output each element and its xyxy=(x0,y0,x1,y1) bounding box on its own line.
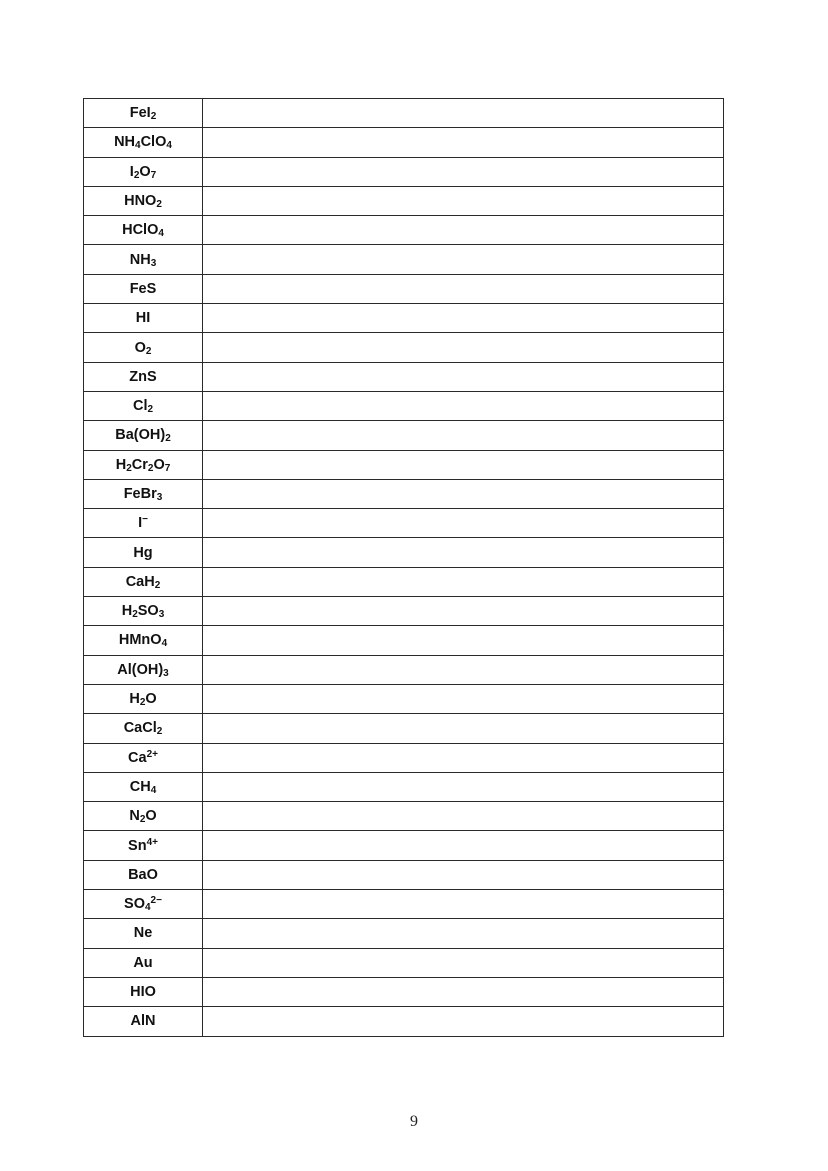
table-row xyxy=(84,245,724,274)
formula-cell xyxy=(84,684,203,713)
formula-cell xyxy=(84,157,203,186)
table-row xyxy=(84,772,724,801)
subscript: 2 xyxy=(139,697,146,709)
formula-cell xyxy=(84,567,203,596)
formula-cell xyxy=(84,714,203,743)
formula-cell xyxy=(84,421,203,450)
formula-text: FeBr xyxy=(123,486,157,502)
subscript: 3 xyxy=(150,257,157,269)
subscript: 3 xyxy=(158,609,165,621)
answer-cell[interactable] xyxy=(203,304,724,333)
formula-text: HI xyxy=(135,310,151,327)
formula-text: HIO xyxy=(130,984,156,1001)
table-row xyxy=(84,977,724,1006)
formula-text: Cl xyxy=(132,398,148,415)
formula-text: Au xyxy=(133,954,153,971)
table-row xyxy=(84,479,724,508)
formula-text: H xyxy=(129,691,140,708)
subscript: 3 xyxy=(156,492,163,503)
formula-text: HNO xyxy=(124,193,157,210)
formula-text: NH xyxy=(129,251,151,268)
answer-cell[interactable] xyxy=(203,245,724,274)
formula-text: BaO xyxy=(128,866,158,883)
formula-cell xyxy=(84,391,203,420)
formula-text: O xyxy=(153,456,165,473)
formula-cell xyxy=(84,128,203,157)
table-row xyxy=(84,421,724,450)
answer-cell[interactable] xyxy=(203,626,724,655)
formula-text: Ca xyxy=(128,749,147,766)
formula-cell xyxy=(84,626,203,655)
formula-text: I xyxy=(146,105,151,122)
answer-cell[interactable] xyxy=(203,509,724,538)
answer-cell[interactable] xyxy=(203,391,724,420)
table-row xyxy=(84,1007,724,1036)
subscript: 2 xyxy=(132,609,138,621)
table-row xyxy=(84,186,724,215)
table-row xyxy=(84,333,724,362)
formula-cell xyxy=(84,1007,203,1036)
subscript: 2 xyxy=(156,199,162,211)
formula-text: FeS xyxy=(129,280,157,297)
formula-cell xyxy=(84,509,203,538)
subscript: 4 xyxy=(144,902,151,914)
formula-text: O xyxy=(134,339,146,356)
table-row xyxy=(84,743,724,772)
answer-cell[interactable] xyxy=(203,597,724,626)
formula-text: Sn xyxy=(128,837,147,854)
answer-cell[interactable] xyxy=(203,362,724,391)
formula-text: SO xyxy=(124,896,145,913)
subscript: 2 xyxy=(133,169,140,181)
formula-cell xyxy=(84,274,203,303)
answer-cell[interactable] xyxy=(203,157,724,186)
answer-cell[interactable] xyxy=(203,479,724,508)
table-row xyxy=(84,626,724,655)
answer-cell[interactable] xyxy=(203,128,724,157)
formula-text: Fe xyxy=(129,105,147,122)
subscript: 4 xyxy=(166,140,172,152)
formula-text: O xyxy=(145,691,157,708)
formula-text: Hg xyxy=(133,544,153,561)
formula-text: ClO xyxy=(140,134,167,151)
table-row xyxy=(84,684,724,713)
table-row xyxy=(84,567,724,596)
formula-text: Ba(OH) xyxy=(115,427,166,444)
answer-cell[interactable] xyxy=(203,655,724,684)
answer-cell[interactable] xyxy=(203,274,724,303)
answer-cell[interactable] xyxy=(203,977,724,1006)
superscript: − xyxy=(142,514,148,526)
formula-text: Al(OH) xyxy=(117,661,164,678)
table-row xyxy=(84,274,724,303)
formula-cell xyxy=(84,450,203,479)
answer-cell[interactable] xyxy=(203,948,724,977)
formula-text: O xyxy=(145,808,157,825)
page-number: 9 xyxy=(410,1113,418,1130)
formula-text: Cr xyxy=(131,456,148,473)
formula-cell xyxy=(84,977,203,1006)
formula-cell xyxy=(84,538,203,567)
formula-text: ZnS xyxy=(129,368,157,385)
answer-cell[interactable] xyxy=(203,831,724,860)
superscript: 4+ xyxy=(146,836,158,848)
formula-cell xyxy=(84,245,203,274)
formula-text: CaH xyxy=(125,573,155,590)
table-row xyxy=(84,304,724,333)
subscript: 4 xyxy=(158,228,164,240)
formula-cell xyxy=(84,831,203,860)
table-row xyxy=(84,597,724,626)
formula-text: CH xyxy=(129,778,151,795)
formula-text: HClO xyxy=(122,222,159,239)
table-row xyxy=(84,655,724,684)
subscript: 2 xyxy=(126,462,132,474)
formula-cell xyxy=(84,860,203,889)
subscript: 2 xyxy=(147,404,154,416)
superscript: 2− xyxy=(150,895,162,907)
formula-cell xyxy=(84,890,203,919)
table-row xyxy=(84,362,724,391)
answer-cell[interactable] xyxy=(203,802,724,831)
table-row xyxy=(84,714,724,743)
table-row xyxy=(84,391,724,420)
formula-worksheet-table xyxy=(83,98,724,1037)
formula-text: SO xyxy=(137,603,159,620)
answer-cell[interactable] xyxy=(203,421,724,450)
formula-cell xyxy=(84,919,203,948)
formula-text: I xyxy=(129,163,134,180)
table-row xyxy=(84,860,724,889)
answer-cell[interactable] xyxy=(203,333,724,362)
formula-cell xyxy=(84,362,203,391)
table-row xyxy=(84,538,724,567)
table-row xyxy=(84,450,724,479)
formula-text: H xyxy=(115,456,127,473)
subscript: 2 xyxy=(145,345,152,357)
table-row xyxy=(84,509,724,538)
subscript: 2 xyxy=(156,726,163,738)
formula-text: Ne xyxy=(133,925,153,942)
formula-text: CaCl xyxy=(123,720,157,737)
table-body xyxy=(84,99,724,1037)
table-row xyxy=(84,216,724,245)
formula-cell xyxy=(84,743,203,772)
table-row xyxy=(84,128,724,157)
formula-cell xyxy=(84,948,203,977)
subscript: 7 xyxy=(164,462,171,474)
table-row xyxy=(84,831,724,860)
subscript: 3 xyxy=(163,667,169,679)
answer-cell[interactable] xyxy=(203,684,724,713)
answer-cell[interactable] xyxy=(203,450,724,479)
table-row xyxy=(84,948,724,977)
formula-text: N xyxy=(129,808,140,825)
answer-cell[interactable] xyxy=(203,890,724,919)
subscript: 2 xyxy=(165,433,171,445)
formula-text: O xyxy=(139,163,151,180)
answer-cell[interactable] xyxy=(203,860,724,889)
formula-cell xyxy=(84,99,203,128)
subscript: 2 xyxy=(150,111,157,123)
formula-cell xyxy=(84,479,203,508)
subscript: 7 xyxy=(150,169,157,181)
formula-cell xyxy=(84,772,203,801)
subscript: 4 xyxy=(135,140,141,152)
answer-cell[interactable] xyxy=(203,216,724,245)
formula-text: NH xyxy=(114,134,136,151)
answer-cell[interactable] xyxy=(203,186,724,215)
answer-cell[interactable] xyxy=(203,743,724,772)
answer-cell[interactable] xyxy=(203,919,724,948)
formula-cell xyxy=(84,802,203,831)
subscript: 4 xyxy=(161,638,168,650)
formula-cell xyxy=(84,304,203,333)
answer-cell[interactable] xyxy=(203,1007,724,1036)
table-row xyxy=(84,919,724,948)
formula-cell xyxy=(84,186,203,215)
formula-cell xyxy=(84,655,203,684)
formula-text: I xyxy=(138,515,143,532)
answer-cell[interactable] xyxy=(203,538,724,567)
answer-cell[interactable] xyxy=(203,567,724,596)
formula-text: H xyxy=(121,603,133,620)
formula-text: HMnO xyxy=(118,632,162,649)
table-row xyxy=(84,802,724,831)
superscript: 2+ xyxy=(146,748,158,760)
formula-cell xyxy=(84,333,203,362)
formula-text: AlN xyxy=(130,1013,156,1030)
answer-cell[interactable] xyxy=(203,99,724,128)
answer-cell[interactable] xyxy=(203,772,724,801)
table-row xyxy=(84,157,724,186)
answer-cell[interactable] xyxy=(203,714,724,743)
subscript: 2 xyxy=(147,462,154,474)
subscript: 2 xyxy=(154,579,161,591)
table-row xyxy=(84,99,724,128)
formula-cell xyxy=(84,597,203,626)
formula-cell xyxy=(84,216,203,245)
table-row xyxy=(84,890,724,919)
subscript: 2 xyxy=(139,814,146,826)
subscript: 4 xyxy=(150,784,157,796)
